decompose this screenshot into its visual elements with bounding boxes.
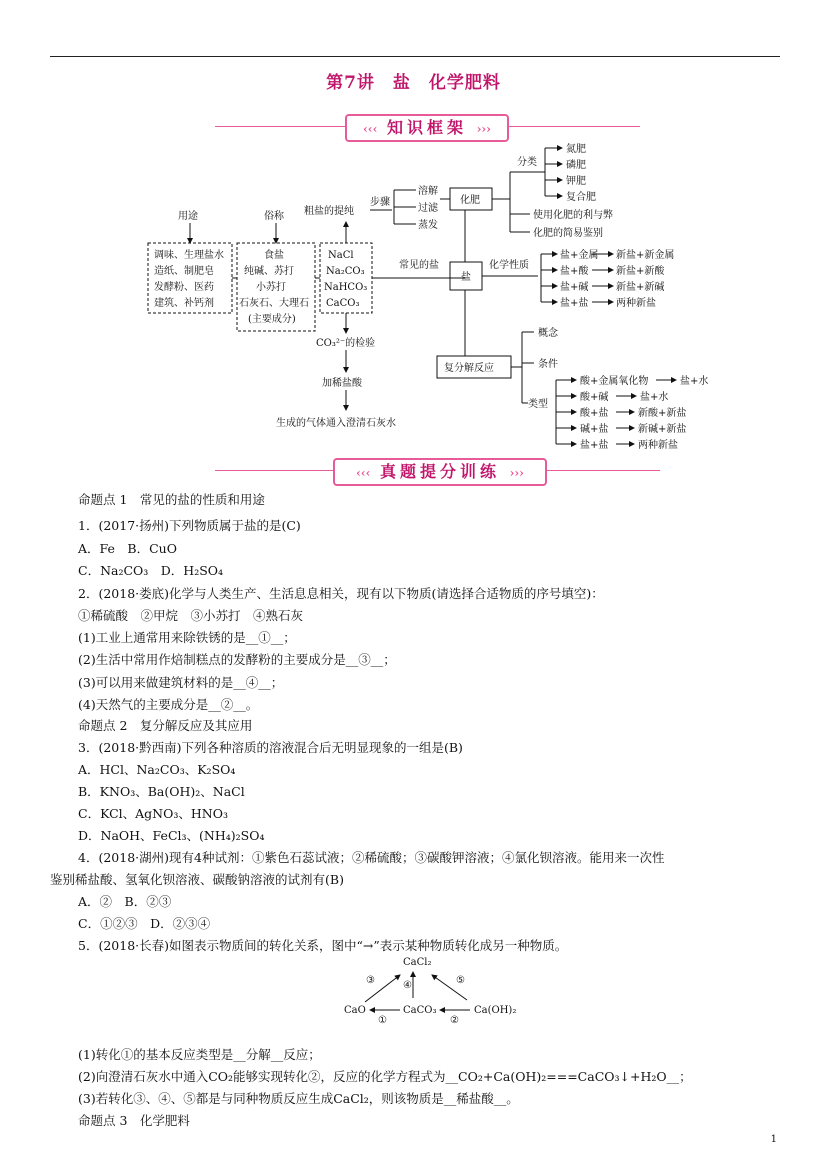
type-left: 碱+盐 xyxy=(580,424,609,435)
text-line: 2．(2018·娄底)化学与人类生产、生活息息相关，现有以下物质(请选择合适物质的序号填空)： xyxy=(78,586,604,601)
label-cushan: 粗盐的提纯 xyxy=(304,206,354,217)
reaction-right: 两种新盐 xyxy=(616,298,656,309)
type-right: 盐+水 xyxy=(640,392,669,403)
type-left: 酸+碱 xyxy=(580,392,609,403)
banner-exam-training xyxy=(215,458,660,484)
reaction-left: 盐+酸 xyxy=(560,266,589,277)
text-line: A．Fe B．CuO xyxy=(78,541,177,556)
sd-n1: ① xyxy=(378,1015,387,1026)
text-line: 命题点 2 复分解反应及其应用 xyxy=(78,718,253,733)
label-buzhou: 步骤 xyxy=(370,197,390,208)
reaction-right: 新盐+新碱 xyxy=(616,282,665,293)
type-right: 新碱+新盐 xyxy=(638,424,687,435)
label-gainian: 概念 xyxy=(538,328,558,339)
text-line: (4)天然气的主要成分是__②__。 xyxy=(78,697,259,712)
type-left: 酸+盐 xyxy=(580,408,609,419)
sd-left: CaO xyxy=(344,1005,366,1016)
type-right: 盐+水 xyxy=(680,376,709,387)
step-item: 蒸发 xyxy=(418,220,438,231)
text-line: A．② B．②③ xyxy=(78,894,172,909)
yongtu-item: 建筑、补钙剂 xyxy=(154,298,214,309)
text-line: (2)向澄清石灰水中通入CO₂能够实现转化②，反应的化学方程式为__CO₂+Ca(OH)₂===CaCO₃↓+H₂O__； xyxy=(78,1069,692,1084)
text-line: 命题点 3 化学肥料 xyxy=(78,1113,190,1128)
banner-knowledge-text: 知识框架 xyxy=(386,118,467,137)
banner-exam-text: 真题提分训练 xyxy=(379,462,500,481)
reaction-right: 新盐+新酸 xyxy=(616,266,665,277)
step-item: 溶解 xyxy=(418,186,438,197)
box-fufenjie: 复分解反应 xyxy=(444,363,494,374)
label-suming: 俗称 xyxy=(264,211,284,222)
text-line: 4．(2018·湖州)现有4种试剂：①紫色石蕊试液；②稀硫酸；③碳酸钾溶液；④氯化钡溶液。能用来一次性 xyxy=(78,850,665,865)
label-yongtu: 用途 xyxy=(178,211,198,222)
yongtu-item: 发酵粉、医药 xyxy=(154,282,214,293)
sd-right: Ca(OH)₂ xyxy=(474,1005,517,1016)
label-add-acid: 加稀盐酸 xyxy=(322,378,362,389)
text-line: C．KCl、AgNO₃、HNO₃ xyxy=(78,806,228,821)
suming-item: 石灰石、大理石 xyxy=(239,298,309,309)
label-tiaojian: 条件 xyxy=(538,359,558,370)
text-line: (1)转化①的基本反应类型是__分解__反应； xyxy=(78,1047,321,1062)
sd-n2: ② xyxy=(450,1015,459,1026)
sd-n5: ⑤ xyxy=(456,975,465,986)
reaction-left: 盐+金属 xyxy=(560,250,599,261)
sd-top: CaCl₂ xyxy=(403,957,432,968)
label-leixing: 类型 xyxy=(528,399,548,410)
banner-knowledge-pill: ‹‹‹ 知识框架 ››› xyxy=(345,114,509,142)
reaction-left: 盐+碱 xyxy=(560,282,589,293)
yongtu-item: 造纸、制肥皂 xyxy=(154,266,214,277)
fertilizer-item: 磷肥 xyxy=(566,160,586,171)
label-fenlei: 分类 xyxy=(517,157,537,168)
text-line: C．①②③ D．②③④ xyxy=(78,916,211,931)
reaction-left: 盐+盐 xyxy=(560,298,589,309)
text-line: 鉴别稀盐酸、氢氧化钡溶液、碳酸钠溶液的试剂有(B) xyxy=(50,872,344,887)
banner-exam-pill: ‹‹‹ 真题提分训练 ››› xyxy=(333,458,547,486)
formula-item: Na₂CO₃ xyxy=(326,266,365,277)
type-left: 盐+盐 xyxy=(580,440,609,451)
sd-n3: ③ xyxy=(366,975,375,986)
label-use-fert: 使用化肥的利与弊 xyxy=(533,210,613,221)
formula-item: CaCO₃ xyxy=(326,298,360,309)
text-line: 命题点 1 常见的盐的性质和用途 xyxy=(78,492,265,507)
label-changjian: 常见的盐 xyxy=(399,260,439,271)
label-huaxue: 化学性质 xyxy=(489,260,529,271)
label-co3-test: CO₃²⁻的检验 xyxy=(316,338,376,349)
yongtu-item: 调味、生理盐水 xyxy=(154,250,224,261)
type-left: 酸+金属氧化物 xyxy=(580,376,649,387)
suming-item: 纯碱、苏打 xyxy=(244,266,294,277)
suming-item: 食盐 xyxy=(264,250,284,261)
text-line: (1)工业上通常用来除铁锈的是__①__； xyxy=(78,630,296,645)
label-gas: 生成的气体通入澄清石灰水 xyxy=(276,418,396,429)
page-number: 1 xyxy=(770,1134,777,1145)
text-line: B．KNO₃、Ba(OH)₂、NaCl xyxy=(78,784,245,799)
suming-item: 小苏打 xyxy=(256,282,286,293)
fertilizer-item: 钾肥 xyxy=(566,176,586,187)
box-huafei: 化肥 xyxy=(460,195,480,206)
fertilizer-item: 复合肥 xyxy=(566,192,596,203)
sd-n4: ④ xyxy=(403,980,412,991)
sd-mid: CaCO₃ xyxy=(403,1005,437,1016)
text-line: D．NaOH、FeCl₃、(NH₄)₂SO₄ xyxy=(78,828,265,843)
text-line: 5．(2018·长春)如图表示物质间的转化关系，图中“→”表示某种物质转化成另一种物质。 xyxy=(78,938,568,953)
type-right: 两种新盐 xyxy=(638,440,678,451)
text-line: 1．(2017·扬州)下列物质属于盐的是(C) xyxy=(78,518,301,533)
fertilizer-item: 氮肥 xyxy=(566,144,586,155)
type-right: 新酸+新盐 xyxy=(638,408,687,419)
text-line: A．HCl、Na₂CO₃、K₂SO₄ xyxy=(78,762,236,777)
text-line: ①稀硫酸 ②甲烷 ③小苏打 ④熟石灰 xyxy=(78,608,304,623)
label-identify: 化肥的简易鉴别 xyxy=(533,228,603,239)
box-yan: 盐 xyxy=(461,272,471,283)
formula-item: NaCl xyxy=(328,250,354,261)
reaction-right: 新盐+新金属 xyxy=(616,250,675,261)
page-title: 第7讲 盐 化学肥料 xyxy=(326,73,501,93)
formula-item: NaHCO₃ xyxy=(324,282,368,293)
text-line: (2)生活中常用作焙制糕点的发酵粉的主要成分是__③__； xyxy=(78,652,396,667)
text-line: 3．(2018·黔西南)下列各种溶质的溶液混合后无明显现象的一组是(B) xyxy=(78,740,463,755)
text-line: (3)可以用来做建筑材料的是__④__； xyxy=(78,675,284,690)
suming-item: (主要成分) xyxy=(248,314,296,325)
step-item: 过滤 xyxy=(418,203,438,214)
text-line: C．Na₂CO₃ D．H₂SO₄ xyxy=(78,563,224,578)
text-line: (3)若转化③、④、⑤都是与同种物质反应生成CaCl₂，则该物质是__稀盐酸__。 xyxy=(78,1091,519,1106)
